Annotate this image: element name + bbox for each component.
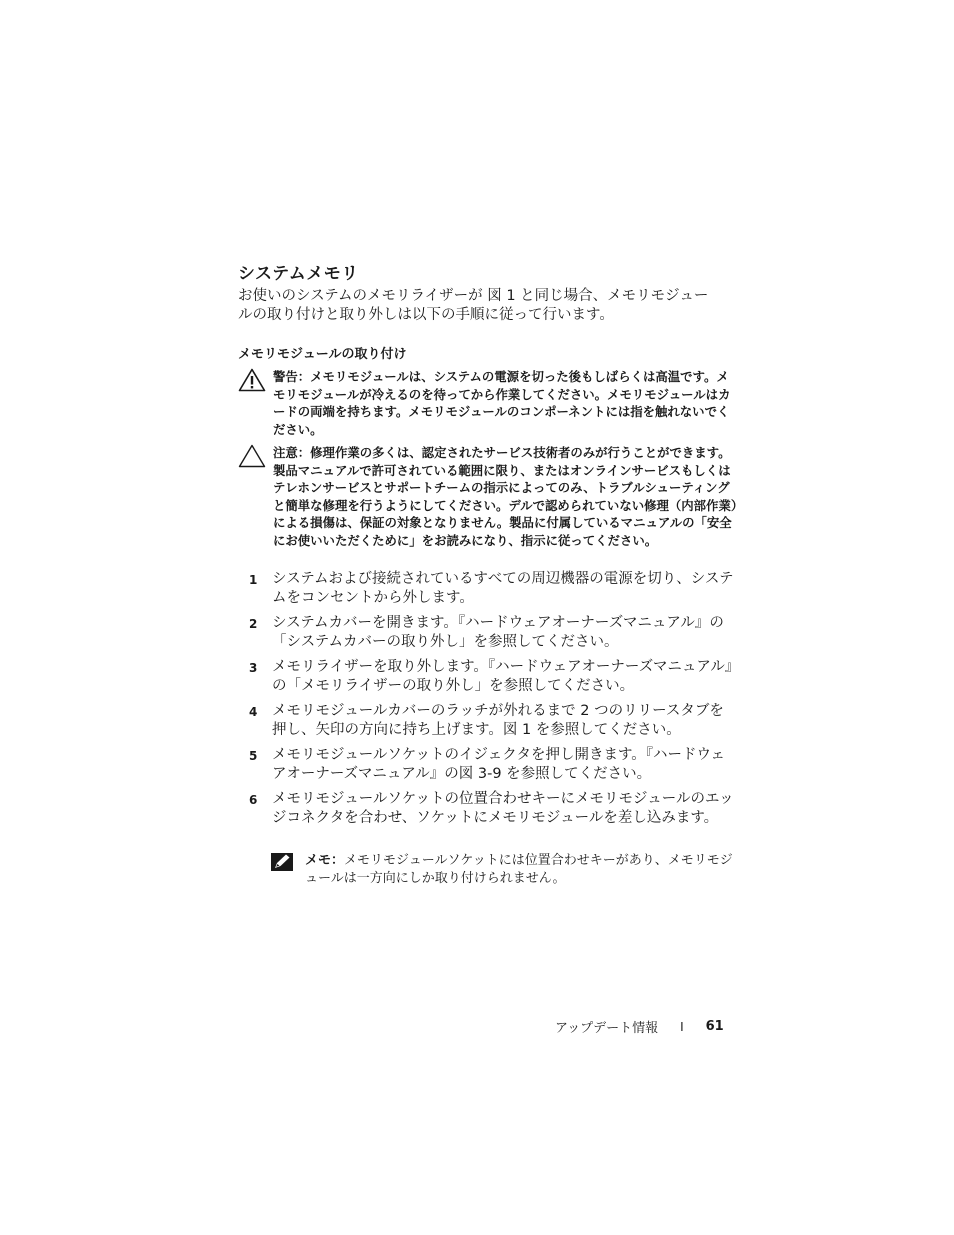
note-label: メモ：	[305, 853, 345, 868]
intro-paragraph: お使いのシステムのメモリライザーが 図 1 と同じ場合、メモリモジュールの取り付けと取り外しは以下の手順に従って行います。	[238, 288, 709, 323]
procedure-steps	[238, 570, 738, 834]
note-pencil-icon	[270, 852, 294, 878]
step-number: 5	[249, 749, 258, 763]
caution-triangle-icon	[238, 444, 266, 473]
subsection-title: メモリモジュールの取り付け	[238, 347, 407, 362]
step-number: 3	[249, 661, 258, 675]
warning-text: 警告：メモリモジュールは、システムの電源を切った後もしばらくは高温です。メモリモジュールが冷えるのを待ってから作業してください。メモリモジュールはカードの両端を持ちます。メモリモジュールのコンポーネントには指を触れないでください。	[273, 369, 731, 437]
step-number: 6	[249, 793, 258, 807]
step-number: 4	[249, 705, 258, 719]
step-item	[238, 614, 738, 652]
page-footer	[555, 1017, 735, 1036]
step-number: 1	[249, 573, 258, 587]
note-text: メモリモジュールソケットには位置合わせキーがあり、メモリモジュールは一方向にしか取り付けられません。	[305, 853, 733, 886]
step-text: システムおよび接続されているすべての周辺機器の電源を切り、システムをコンセントから外します。	[272, 571, 734, 606]
step-item	[238, 570, 738, 608]
caution-text: 注意：修理作業の多くは、認定されたサービス技術者のみが行うことができます。製品マニュアルで許可されている範囲に限り、またはオンラインサービスもしくはテレホンサービスとサポートチームの指示によってのみ、トラブルシューティングと簡単な修理を行うようにしてください。デルで認められていない修理（内部作業）による損傷は、保証の対象となりません。製品に付属しているマニュアルの「安全にお使いいただくために」をお読みになり、指示に従ってください。	[273, 445, 738, 548]
page-number: 61	[705, 1019, 724, 1034]
warning-notice	[238, 368, 738, 438]
step-item	[238, 746, 738, 784]
step-item	[238, 658, 738, 696]
footer-separator: I	[680, 1019, 684, 1034]
step-text: メモリライザーを取り外します。『ハードウェアオーナーズマニュアル』の「メモリライザーの取り外し」を参照してください。	[272, 659, 733, 694]
step-item	[238, 702, 738, 740]
step-text: メモリモジュールソケットのイジェクタを押し開きます。『ハードウェアオーナーズマニュアル』の図 3-9 を参照してください。	[272, 747, 725, 782]
step-text: メモリモジュールソケットの位置合わせキーにメモリモジュールのエッジコネクタを合わせ、ソケットにメモリモジュールを差し込みます。	[272, 791, 734, 826]
caution-notice	[238, 444, 738, 549]
footer-section-title: アップデート情報	[555, 1021, 659, 1036]
section-title: システムメモリ	[238, 264, 359, 284]
step-text: システムカバーを開きます。『ハードウェアオーナーズマニュアル』の「システムカバーの取り外し」を参照してください。	[272, 615, 724, 650]
step-number: 2	[249, 617, 258, 631]
warning-triangle-icon	[238, 368, 266, 397]
step-item	[238, 790, 738, 828]
step-text: メモリモジュールカバーのラッチが外れるまで 2 つのリリースタブを押し、矢印の方向に持ち上げます。図 1 を参照してください。	[272, 703, 724, 738]
note-box	[270, 852, 738, 888]
